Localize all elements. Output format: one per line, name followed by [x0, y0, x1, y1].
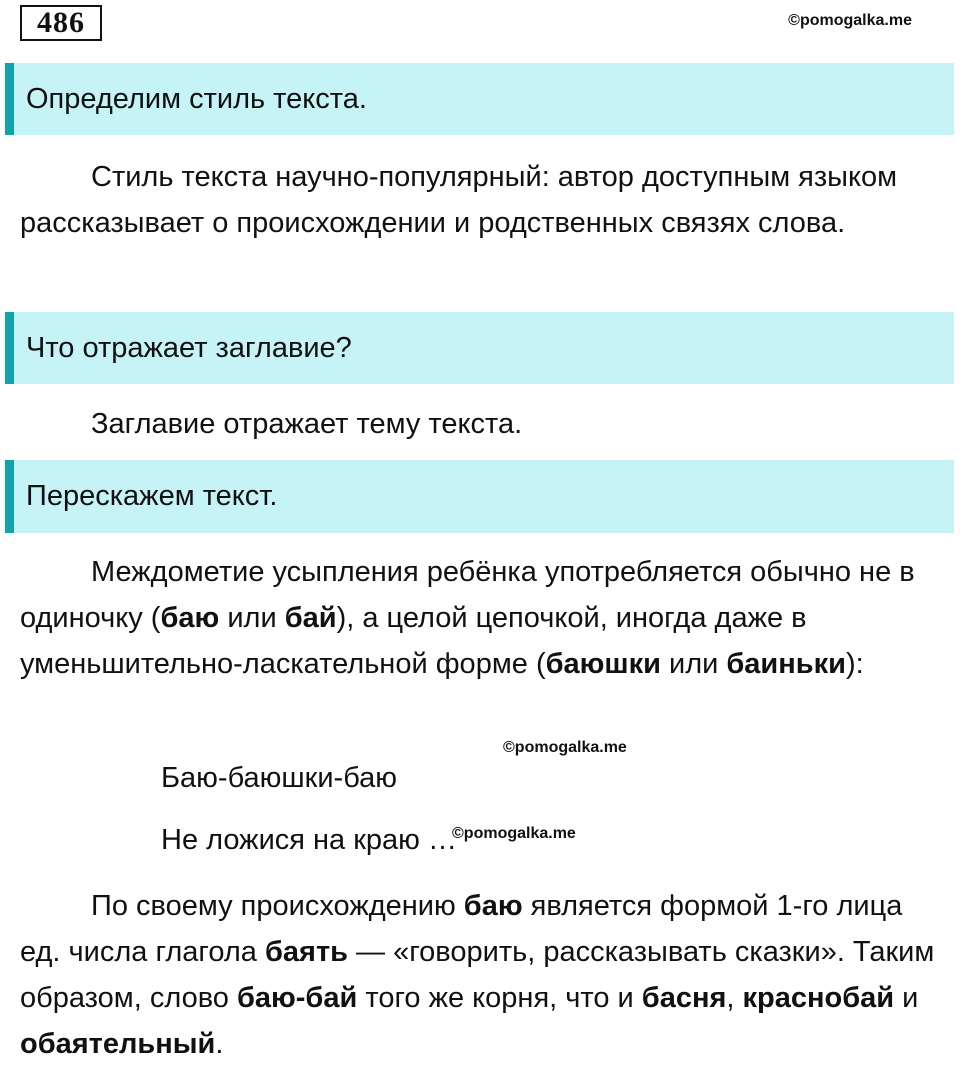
- text-run: .: [215, 1028, 224, 1060]
- bold-word: баю: [463, 890, 523, 922]
- watermark-lower: ©pomogalka.me: [452, 825, 576, 842]
- bold-word: краснобай: [742, 982, 895, 1014]
- text-run: ), а целой цепочкой, иногда даже в уменьшительно-ласкательной форме (: [20, 602, 807, 680]
- text-run: — «говорить, рассказывать сказки». Таким образом, слово: [20, 936, 935, 1014]
- answer-style: Стиль текста научно-популярный: автор доступным языком рассказывает о происхождении и родственных связях слова.: [20, 161, 898, 239]
- bold-word: баюшки: [545, 648, 661, 680]
- bold-word: бай: [284, 602, 337, 634]
- verse-line-2: Не ложися на краю …: [161, 824, 457, 856]
- text-run: и: [894, 982, 919, 1014]
- section-heading-title: Что отражает заглавие?: [5, 312, 954, 384]
- text-run: или: [660, 648, 727, 680]
- bold-word: баять: [264, 936, 348, 968]
- watermark-top: ©pomogalka.me: [788, 12, 912, 29]
- bold-word: басня: [641, 982, 727, 1014]
- text-run: Междометие усыпления ребёнка употребляется обычно не в одиночку (: [20, 556, 915, 634]
- answer-title: Заглавие отражает тему текста.: [91, 408, 523, 440]
- bold-word: баю-бай: [236, 982, 358, 1014]
- text-run: того же корня, что и: [357, 982, 642, 1014]
- bold-word: обаятельный: [20, 1028, 216, 1060]
- bold-word: баю: [160, 602, 220, 634]
- text-run: или: [219, 602, 285, 634]
- task-number: 486: [20, 5, 102, 41]
- section-heading-style: Определим стиль текста.: [5, 63, 954, 135]
- text-run: По своему происхождению: [91, 890, 464, 922]
- text-run: ):: [845, 648, 864, 680]
- text-run: является формой 1-го лица ед. числа глагола: [20, 890, 903, 968]
- verse-line-1: Баю-баюшки-баю: [161, 762, 398, 794]
- watermark-middle: ©pomogalka.me: [503, 739, 627, 756]
- text-run: ,: [726, 982, 743, 1014]
- retelling-paragraph-2: [20, 883, 945, 1067]
- bold-word: баиньки: [726, 648, 846, 680]
- retelling-paragraph-1: [20, 549, 945, 687]
- section-heading-retell: Перескажем текст.: [5, 460, 954, 533]
